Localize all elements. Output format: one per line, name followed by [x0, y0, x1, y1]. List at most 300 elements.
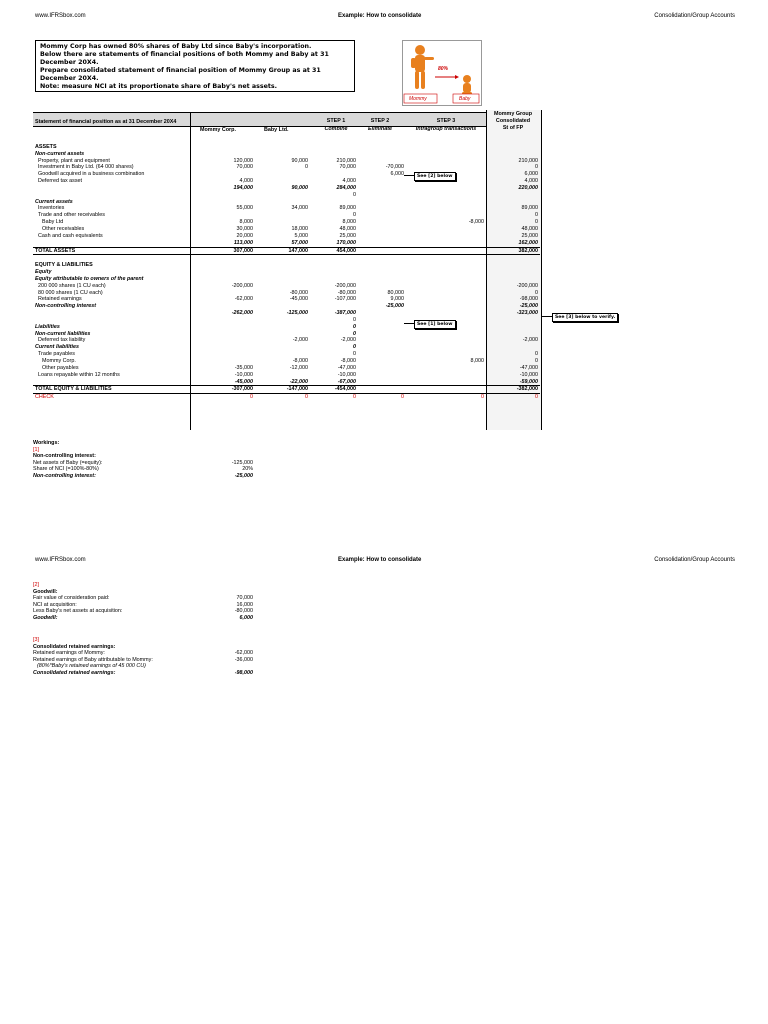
- row-value: [406, 164, 486, 171]
- row-value: [358, 283, 406, 290]
- working-3-title: Consolidated retained earnings:: [33, 643, 116, 650]
- working-line: [33, 595, 253, 602]
- working-line-value: -25,000: [234, 472, 253, 479]
- row-value: -47,000: [519, 364, 538, 371]
- row-value: [358, 344, 406, 351]
- row-value: [310, 199, 358, 206]
- row-value: -45,000: [234, 378, 253, 385]
- row-value: [190, 151, 255, 158]
- row-label: Loans repayable within 12 months: [38, 371, 120, 378]
- row-label: Trade payables: [38, 351, 75, 358]
- row-value: 210,000: [518, 157, 538, 164]
- row-value: [255, 317, 310, 324]
- row-value: [310, 269, 358, 276]
- row-value: -62,000: [234, 296, 253, 303]
- working-line-value: -62,000: [234, 650, 253, 657]
- table-row: [33, 144, 540, 151]
- row-value: [406, 137, 486, 144]
- row-value: [255, 303, 310, 310]
- working-line-label: NCI at acquisition:: [33, 601, 77, 608]
- row-value: -10,000: [234, 371, 253, 378]
- row-label: Current assets: [35, 198, 73, 205]
- row-value: 6,000: [524, 171, 538, 178]
- header-section-page2: Consolidation/Group Accounts: [654, 557, 735, 563]
- table-row: [33, 337, 540, 344]
- row-label: ASSETS: [35, 143, 57, 150]
- row-value: [255, 171, 310, 178]
- row-value: -200,000: [231, 282, 253, 289]
- row-value: -107,000: [334, 296, 356, 303]
- row-value: -387,000: [334, 310, 356, 317]
- row-value: 70,000: [236, 164, 253, 171]
- row-value: 90,000: [291, 184, 308, 191]
- row-value: 0: [535, 164, 538, 171]
- row-value: 25,000: [521, 232, 538, 239]
- table-row: [33, 276, 540, 283]
- table-row: [33, 171, 540, 178]
- row-label: Liabilities: [35, 323, 60, 330]
- row-value: [486, 144, 540, 151]
- row-value: [310, 262, 358, 269]
- row-value: 89,000: [339, 205, 356, 212]
- row-value: 20,000: [236, 232, 253, 239]
- row-value: [486, 344, 540, 351]
- row-value: [255, 178, 310, 185]
- row-value: -2,000: [292, 337, 308, 344]
- table-row: [33, 137, 540, 144]
- row-value: [406, 269, 486, 276]
- header-title-page2: Example: How to consolidate: [338, 557, 422, 563]
- row-value: [486, 192, 540, 199]
- row-value: [406, 158, 486, 165]
- table-title: Statement of financial position as at 31 December 20X4: [35, 119, 177, 125]
- row-value: [255, 372, 310, 379]
- working-line-label: Non-controlling interest:: [33, 472, 96, 479]
- row-value: -67,000: [337, 378, 356, 385]
- row-value: 0: [535, 351, 538, 358]
- row-label: [33, 310, 190, 317]
- row-value: 6,000: [390, 171, 404, 178]
- row-value: [406, 144, 486, 151]
- row-value: 34,000: [291, 205, 308, 212]
- row-value: 80,000: [387, 289, 404, 296]
- row-value: [310, 144, 358, 151]
- row-label: Investment in Baby Ltd. (64 000 shares): [38, 164, 134, 171]
- row-value: -35,000: [234, 364, 253, 371]
- col-group-line: Mommy Group: [493, 111, 533, 117]
- row-value: [255, 151, 310, 158]
- row-value: [255, 212, 310, 219]
- row-value: [255, 324, 310, 331]
- row-value: 0: [535, 219, 538, 226]
- row-value: -10,000: [337, 371, 356, 378]
- working-line-value: 6,000: [239, 614, 253, 621]
- row-value: [406, 310, 486, 317]
- row-value: [486, 262, 540, 269]
- row-value: [255, 331, 310, 338]
- row-value: [486, 199, 540, 206]
- working-line: [33, 608, 253, 615]
- table-row: [33, 185, 540, 192]
- row-value: [255, 276, 310, 283]
- working-1-number: [1]: [33, 446, 39, 453]
- row-label: Baby Ltd: [42, 219, 64, 226]
- table-row: [33, 365, 540, 372]
- working-line: [33, 614, 253, 622]
- working-line-label: Goodwill:: [33, 614, 58, 621]
- row-value: [406, 303, 486, 310]
- row-value: -2,000: [340, 337, 356, 344]
- row-value: [358, 331, 406, 338]
- table-row: [33, 358, 540, 365]
- row-value: 170,000: [336, 239, 356, 246]
- row-value: 0: [353, 191, 356, 198]
- working-3-number: [3]: [33, 637, 39, 643]
- row-value: 194,000: [233, 184, 253, 191]
- working-line: [33, 466, 253, 473]
- row-value: [486, 269, 540, 276]
- working-line-value: 70,000: [236, 595, 253, 602]
- row-label: Deferred tax liability: [38, 337, 86, 344]
- row-label: Retained earnings: [38, 296, 82, 303]
- row-value: [255, 351, 310, 358]
- row-label: CHECK: [35, 394, 54, 401]
- row-value: 120,000: [233, 157, 253, 164]
- working-line-label: (80%*Baby's retained earnings of 45 000 CU): [37, 663, 146, 670]
- row-value: -25,000: [385, 303, 404, 310]
- table-row: [33, 233, 540, 240]
- row-value: 454,000: [336, 247, 356, 254]
- row-value: [358, 226, 406, 233]
- row-value: [310, 255, 358, 262]
- callout-nci: See [1] below: [414, 320, 456, 329]
- table-row: [33, 310, 540, 317]
- row-value: -47,000: [337, 364, 356, 371]
- row-value: -10,000: [519, 371, 538, 378]
- working-1-title: Non-controlling interest:: [33, 453, 96, 460]
- row-label: Equity attributable to owners of the parent: [35, 275, 144, 282]
- callout-arrow: [541, 316, 552, 317]
- row-label: Property, plant and equipment: [38, 157, 110, 164]
- row-label: Other receivables: [42, 225, 85, 232]
- row-value: [358, 158, 406, 165]
- table-row: [33, 262, 540, 269]
- table-row: [33, 303, 540, 310]
- row-value: [190, 276, 255, 283]
- row-label: [33, 317, 190, 324]
- row-value: [358, 212, 406, 219]
- row-value: [358, 192, 406, 199]
- row-value: 162,000: [518, 239, 538, 246]
- row-label: Equity: [35, 269, 52, 276]
- row-value: [406, 205, 486, 212]
- row-value: [486, 276, 540, 283]
- row-value: 307,000: [233, 247, 253, 254]
- row-value: [358, 379, 406, 386]
- row-value: -307,000: [231, 386, 253, 393]
- working-line: [33, 459, 253, 467]
- table-row: [33, 212, 540, 219]
- working-line: [33, 650, 253, 657]
- row-value: -80,000: [289, 289, 308, 296]
- row-value: 220,000: [518, 184, 538, 191]
- table-row: [33, 317, 540, 324]
- row-label: [33, 379, 190, 386]
- row-value: [255, 144, 310, 151]
- row-value: [406, 151, 486, 158]
- row-label: Trade and other receivables: [38, 212, 105, 219]
- row-value: 4,000: [342, 178, 356, 185]
- row-value: 18,000: [291, 225, 308, 232]
- row-value: [190, 199, 255, 206]
- working-line-value: 16,000: [236, 601, 253, 608]
- row-value: [190, 331, 255, 338]
- row-value: [406, 365, 486, 372]
- row-value: -323,000: [516, 310, 538, 317]
- row-value: [358, 185, 406, 192]
- row-value: [406, 283, 486, 290]
- row-value: [358, 247, 406, 255]
- workings-title: Workings:: [33, 440, 60, 446]
- row-value: 0: [401, 394, 404, 401]
- row-value: [406, 199, 486, 206]
- row-value: [358, 351, 406, 358]
- row-value: -147,000: [286, 386, 308, 393]
- header-title: Example: How to consolidate: [338, 13, 422, 19]
- working-line: [33, 663, 153, 670]
- row-label: [33, 240, 190, 247]
- row-value: 70,000: [339, 164, 356, 171]
- col-step2-sub: Eliminate: [368, 126, 392, 132]
- row-value: [486, 331, 540, 338]
- task-line: Prepare consolidated statement of financial position of Mommy Group as at 31: [40, 67, 321, 74]
- row-value: [255, 255, 310, 262]
- row-value: -200,000: [334, 282, 356, 289]
- row-value: -12,000: [289, 364, 308, 371]
- row-value: [486, 151, 540, 158]
- row-label: TOTAL EQUITY & LIABILITIES: [35, 386, 112, 393]
- row-value: [255, 283, 310, 290]
- row-value: [406, 290, 486, 297]
- row-value: 4,000: [239, 178, 253, 185]
- row-value: [358, 219, 406, 226]
- row-value: 382,000: [518, 247, 538, 254]
- row-value: -80,000: [337, 289, 356, 296]
- table-row: [33, 290, 540, 297]
- row-label: Deferred tax asset: [38, 178, 83, 185]
- row-value: [255, 344, 310, 351]
- row-label: [33, 137, 190, 144]
- row-value: 0: [535, 394, 538, 401]
- row-value: 8,000: [470, 358, 484, 364]
- working-line-label: Consolidated retained earnings:: [33, 669, 116, 676]
- col-group-line: St of FP: [502, 125, 524, 131]
- row-value: [406, 379, 486, 386]
- row-value: [358, 233, 406, 240]
- baby-label: Baby: [459, 96, 471, 102]
- working-2: [33, 582, 253, 622]
- task-line: Mommy Corp has owned 80% shares of Baby Ltd since Baby's incorporation.: [40, 43, 312, 50]
- table-row: [33, 226, 540, 233]
- table-row: [33, 296, 540, 303]
- row-value: [310, 151, 358, 158]
- row-value: [358, 262, 406, 269]
- row-value: -45,000: [289, 296, 308, 303]
- row-value: [358, 151, 406, 158]
- row-value: 48,000: [521, 225, 538, 232]
- row-value: 0: [353, 330, 356, 337]
- table-row: [33, 192, 540, 199]
- col-mommy: Mommy Corp.: [200, 127, 236, 133]
- row-value: 0: [353, 316, 356, 323]
- row-label: Non-controlling interest: [35, 303, 97, 310]
- row-value: [190, 317, 255, 324]
- row-value: 0: [535, 289, 538, 296]
- row-label: Current liabilities: [35, 344, 80, 351]
- working-line: [33, 472, 253, 480]
- working-line-label: Retained earnings of Mommy:: [33, 650, 105, 657]
- working-line-value: -125,000: [231, 459, 253, 466]
- row-value: -2,000: [522, 337, 538, 344]
- callout-arrow: [404, 323, 414, 324]
- callout-goodwill: See [2] below: [414, 172, 456, 181]
- table-row: [33, 386, 540, 394]
- row-value: [190, 212, 255, 219]
- row-value: -8,000: [468, 219, 484, 226]
- working-line-value: -36,000: [234, 656, 253, 663]
- row-value: -25,000: [519, 303, 538, 310]
- mommy-baby-illustration: [402, 40, 482, 106]
- row-value: -125,000: [286, 310, 308, 317]
- row-value: [255, 269, 310, 276]
- row-value: 210,000: [336, 157, 356, 164]
- table-row: [33, 178, 540, 185]
- table-row: [33, 255, 540, 262]
- working-line-value: 20%: [242, 466, 253, 473]
- row-value: 0: [535, 358, 538, 364]
- working-line-label: Retained earnings of Baby attributable to Mommy:: [33, 656, 153, 663]
- task-line: Note: measure NCI at its proportionate share of Baby's net assets.: [40, 83, 277, 90]
- header-site: www.IFRSbox.com: [35, 13, 86, 19]
- row-value: 57,000: [291, 239, 308, 246]
- row-value: [358, 255, 406, 262]
- table-row: [33, 240, 540, 247]
- table-row: [33, 283, 540, 290]
- row-value: [358, 240, 406, 247]
- row-value: [310, 171, 358, 178]
- row-value: [190, 290, 255, 297]
- row-value: -98,000: [519, 296, 538, 303]
- row-value: [406, 372, 486, 379]
- row-value: 0: [353, 344, 356, 351]
- row-value: [358, 358, 406, 365]
- row-value: [190, 351, 255, 358]
- row-value: [406, 233, 486, 240]
- row-value: 0: [481, 394, 484, 401]
- table-row: [33, 269, 540, 276]
- row-value: [190, 171, 255, 178]
- row-value: [358, 269, 406, 276]
- col-group-header: [486, 111, 540, 132]
- financial-position-table: [33, 137, 540, 401]
- working-line: [33, 656, 253, 664]
- table-row: [33, 247, 540, 255]
- header-site-page2: www.IFRSbox.com: [35, 557, 86, 563]
- row-value: [190, 192, 255, 199]
- row-value: [406, 212, 486, 219]
- row-value: 48,000: [339, 225, 356, 232]
- row-value: [406, 185, 486, 192]
- row-value: 55,000: [236, 205, 253, 212]
- row-value: [486, 137, 540, 144]
- row-value: [406, 247, 486, 255]
- row-value: 30,000: [236, 225, 253, 232]
- row-value: [406, 240, 486, 247]
- row-value: [406, 192, 486, 199]
- table-row: [33, 199, 540, 206]
- row-value: [406, 337, 486, 344]
- task-box: [35, 40, 355, 92]
- row-value: [406, 386, 486, 394]
- working-line-label: Fair value of consideration paid:: [33, 595, 110, 602]
- working-line-label: Net assets of Baby (=equity):: [33, 459, 103, 466]
- workings-section: [33, 440, 253, 480]
- row-value: 5,000: [294, 232, 308, 239]
- table-row: [33, 344, 540, 351]
- working-line-value: -98,000: [234, 669, 253, 676]
- working-line: [33, 601, 253, 609]
- row-value: 0: [305, 164, 308, 171]
- row-value: -22,000: [289, 378, 308, 385]
- table-row: [33, 324, 540, 331]
- row-value: -59,000: [519, 378, 538, 385]
- table-row: [33, 394, 540, 401]
- row-value: [358, 386, 406, 394]
- row-value: -200,000: [516, 282, 538, 289]
- row-label: [33, 192, 190, 199]
- row-value: 8,000: [342, 219, 356, 226]
- col-step3-sub: Intragroup transactions: [415, 126, 477, 132]
- row-value: [358, 137, 406, 144]
- row-value: 284,000: [336, 184, 356, 191]
- row-value: [358, 365, 406, 372]
- row-value: -8,000: [292, 358, 308, 364]
- col-step2-title: STEP 2: [370, 118, 390, 124]
- row-value: [406, 296, 486, 303]
- row-value: -262,000: [231, 310, 253, 317]
- row-value: [358, 337, 406, 344]
- row-value: -382,000: [516, 386, 538, 393]
- row-value: [358, 317, 406, 324]
- task-line: Below there are statements of financial positions of both Mommy and Baby at 31: [40, 51, 329, 58]
- row-label: 200 000 shares (1 CU each): [38, 282, 106, 289]
- row-value: 89,000: [521, 205, 538, 212]
- row-value: [406, 276, 486, 283]
- row-value: [486, 324, 540, 331]
- table-row: [33, 151, 540, 158]
- row-value: [255, 137, 310, 144]
- working-2-number: [2]: [33, 582, 39, 588]
- row-value: [310, 276, 358, 283]
- row-label: TOTAL ASSETS: [35, 247, 76, 254]
- table-row: [33, 351, 540, 358]
- row-label: [33, 185, 190, 192]
- col-group-line: Consolidated: [495, 118, 531, 124]
- row-label: EQUITY & LIABILITIES: [35, 262, 93, 269]
- task-line: December 20X4.: [40, 59, 99, 66]
- working-2-title: Goodwill:: [33, 588, 58, 595]
- table-row: [33, 379, 540, 386]
